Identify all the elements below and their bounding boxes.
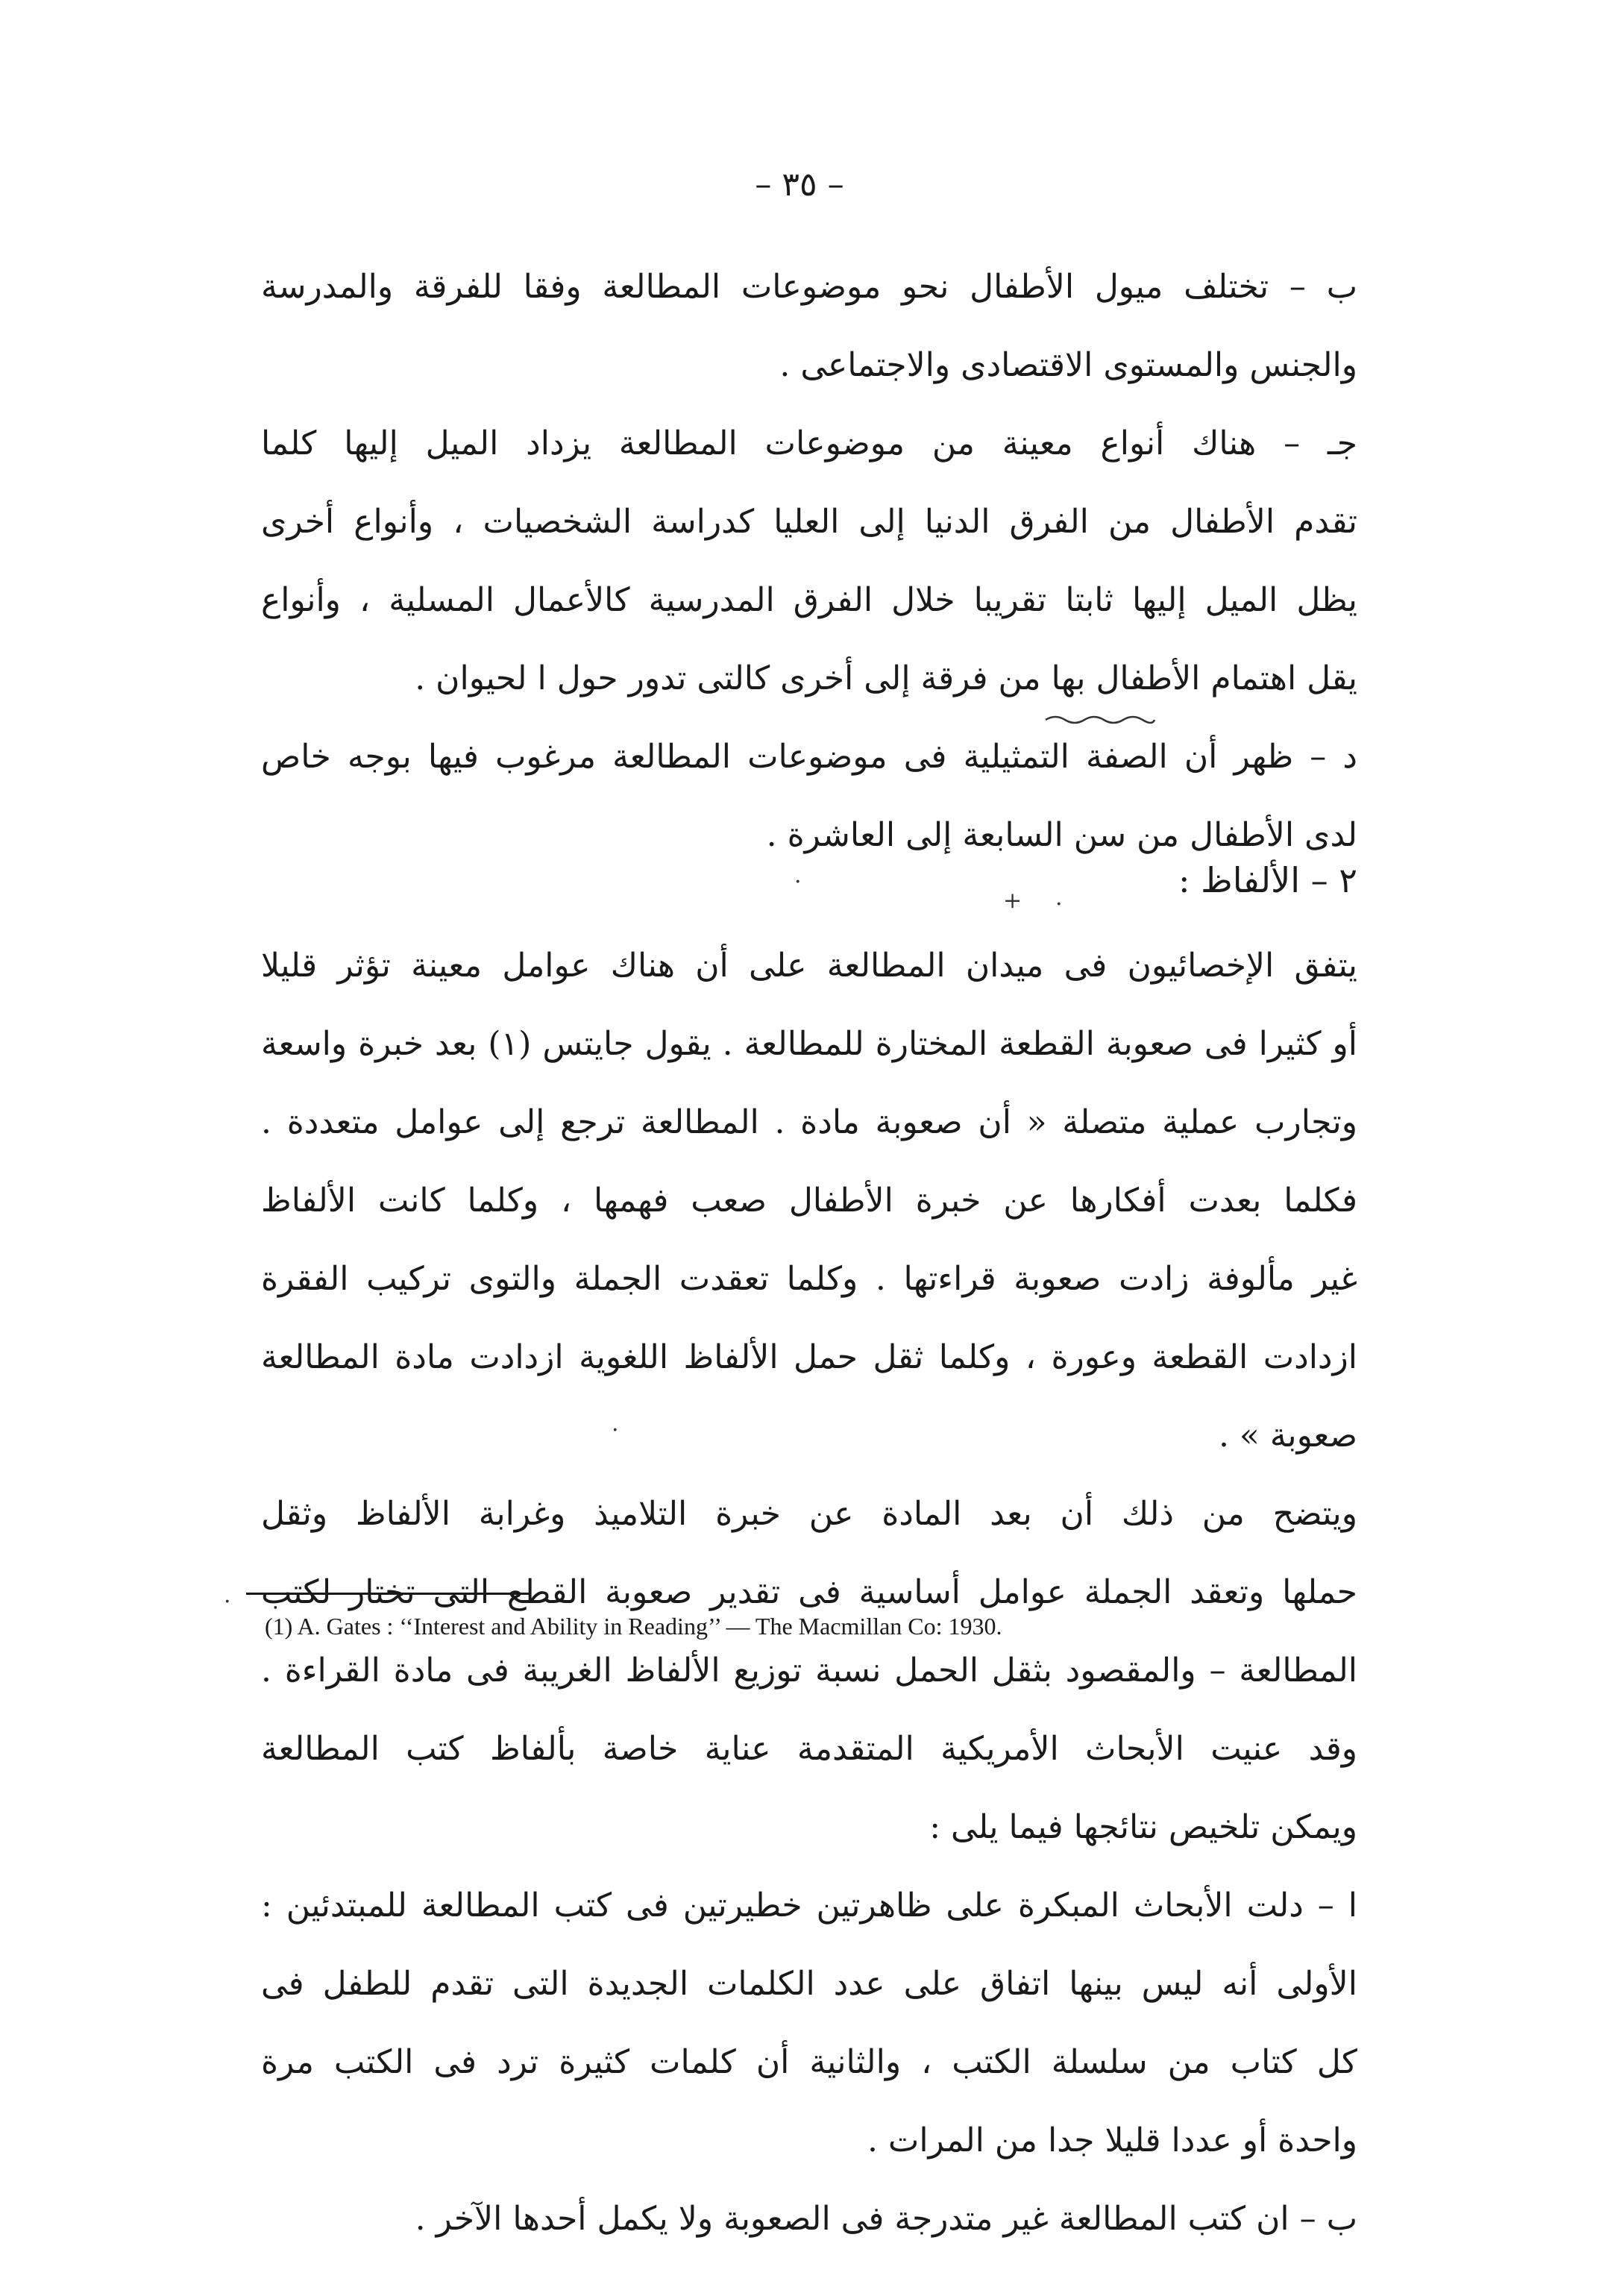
stray-ink-mark: ·	[1055, 891, 1063, 918]
text-line: حملها وتعقد الجملة عوامل أساسية فى تقدير صعوبة القطع التى تختار لكتب	[261, 1573, 1357, 1611]
stray-ink-mark: ·	[794, 869, 802, 895]
text-line: يظل الميل إليها ثابتا تقريبا خلال الفرق المدرسية كالأعمال المسلية ، وأنواع	[261, 581, 1357, 619]
text-line: فكلما بعدت أفكارها عن خبرة الأطفال صعب فهمها ، وكلما كانت الألفاظ	[261, 1182, 1357, 1220]
stray-ink-mark: ·	[612, 1417, 619, 1443]
text-line: غير مألوفة زادت صعوبة قراءتها . وكلما تعقدت الجملة والتوى تركيب الفقرة	[261, 1260, 1357, 1298]
text-line: يقل اهتمام الأطفال بها من فرقة إلى أخرى كالتى تدور حول ا لحيوان .	[415, 659, 1357, 697]
text-line: الأولى أنه ليس بينها اتفاق على عدد الكلمات الجديدة التى تقدم للطفل فى	[261, 1965, 1357, 2003]
text-line: جـ – هناك أنواع معينة من موضوعات المطالعة يزداد الميل إليها كلما	[261, 424, 1357, 462]
text-line: أو كثيرا فى صعوبة القطعة المختارة للمطالعة . يقول جايتس (١) بعد خبرة واسعة	[261, 1025, 1357, 1063]
text-line: تقدم الأطفال من الفرق الدنيا إلى العليا كدراسة الشخصيات ، وأنواع أخرى	[261, 503, 1357, 541]
text-line: وتجارب عملية متصلة « أن صعوبة مادة . المطالعة ترجع إلى عوامل متعددة .	[261, 1103, 1357, 1141]
section-heading: ٢ – الألفاظ :	[1178, 860, 1357, 900]
text-line: ويمكن تلخيص نتائجها فيما يلى :	[929, 1808, 1357, 1846]
footnote: (1) A. Gates : ‘‘Interest and Ability in Reading’’ — The Macmillan Co: 1930.	[265, 1613, 1002, 1640]
text-line: لدى الأطفال من سن السابعة إلى العاشرة .	[766, 816, 1357, 854]
text-line: ب – تختلف ميول الأطفال نحو موضوعات المطالعة وفقا للفرقة والمدرسة	[261, 268, 1357, 306]
text-line: ويتضح من ذلك أن بعد المادة عن خبرة التلاميذ وغرابة الألفاظ وثقل	[261, 1495, 1357, 1533]
top-paragraphs	[261, 248, 1357, 874]
footnote-rule	[246, 1593, 530, 1595]
text-line: يتفق الإخصائيون فى ميدان المطالعة على أن هناك عوامل معينة تؤثر قليلا	[261, 947, 1357, 985]
page-number: – ٣٥ –	[755, 166, 844, 204]
ink-squiggle-mark	[1044, 712, 1156, 727]
stray-ink-mark: +	[1003, 888, 1022, 914]
text-line: صعوبة » .	[1218, 1417, 1357, 1455]
text-line: ا – دلت الأبحاث المبكرة على ظاهرتين خطيرتين فى كتب المطالعة للمبتدئين :	[261, 1886, 1357, 1925]
text-line: كل كتاب من سلسلة الكتب ، والثانية أن كلمات كثيرة ترد فى الكتب مرة	[261, 2043, 1357, 2081]
text-line: والجنس والمستوى الاقتصادى والاجتماعى .	[779, 346, 1357, 384]
text-line: د – ظهر أن الصفة التمثيلية فى موضوعات المطالعة مرغوب فيها بوجه خاص	[261, 738, 1357, 776]
text-line: المطالعة – والمقصود بثقل الحمل نسبة توزيع الألفاظ الغريبة فى مادة القراءة .	[261, 1652, 1357, 1690]
text-line: ب – ان كتب المطالعة غير متدرجة فى الصعوبة ولا يكمل أحدها الآخر .	[415, 2200, 1357, 2238]
text-line: واحدة أو عددا قليلا جدا من المرات .	[867, 2121, 1357, 2159]
text-line: وقد عنيت الأبحاث الأمريكية المتقدمة عناية خاصة بألفاظ كتب المطالعة	[261, 1730, 1357, 1768]
stray-ink-mark: ·	[224, 1589, 231, 1615]
text-line: ازدادت القطعة وعورة ، وكلما ثقل حمل الألفاظ اللغوية ازدادت مادة المطالعة	[261, 1338, 1357, 1376]
